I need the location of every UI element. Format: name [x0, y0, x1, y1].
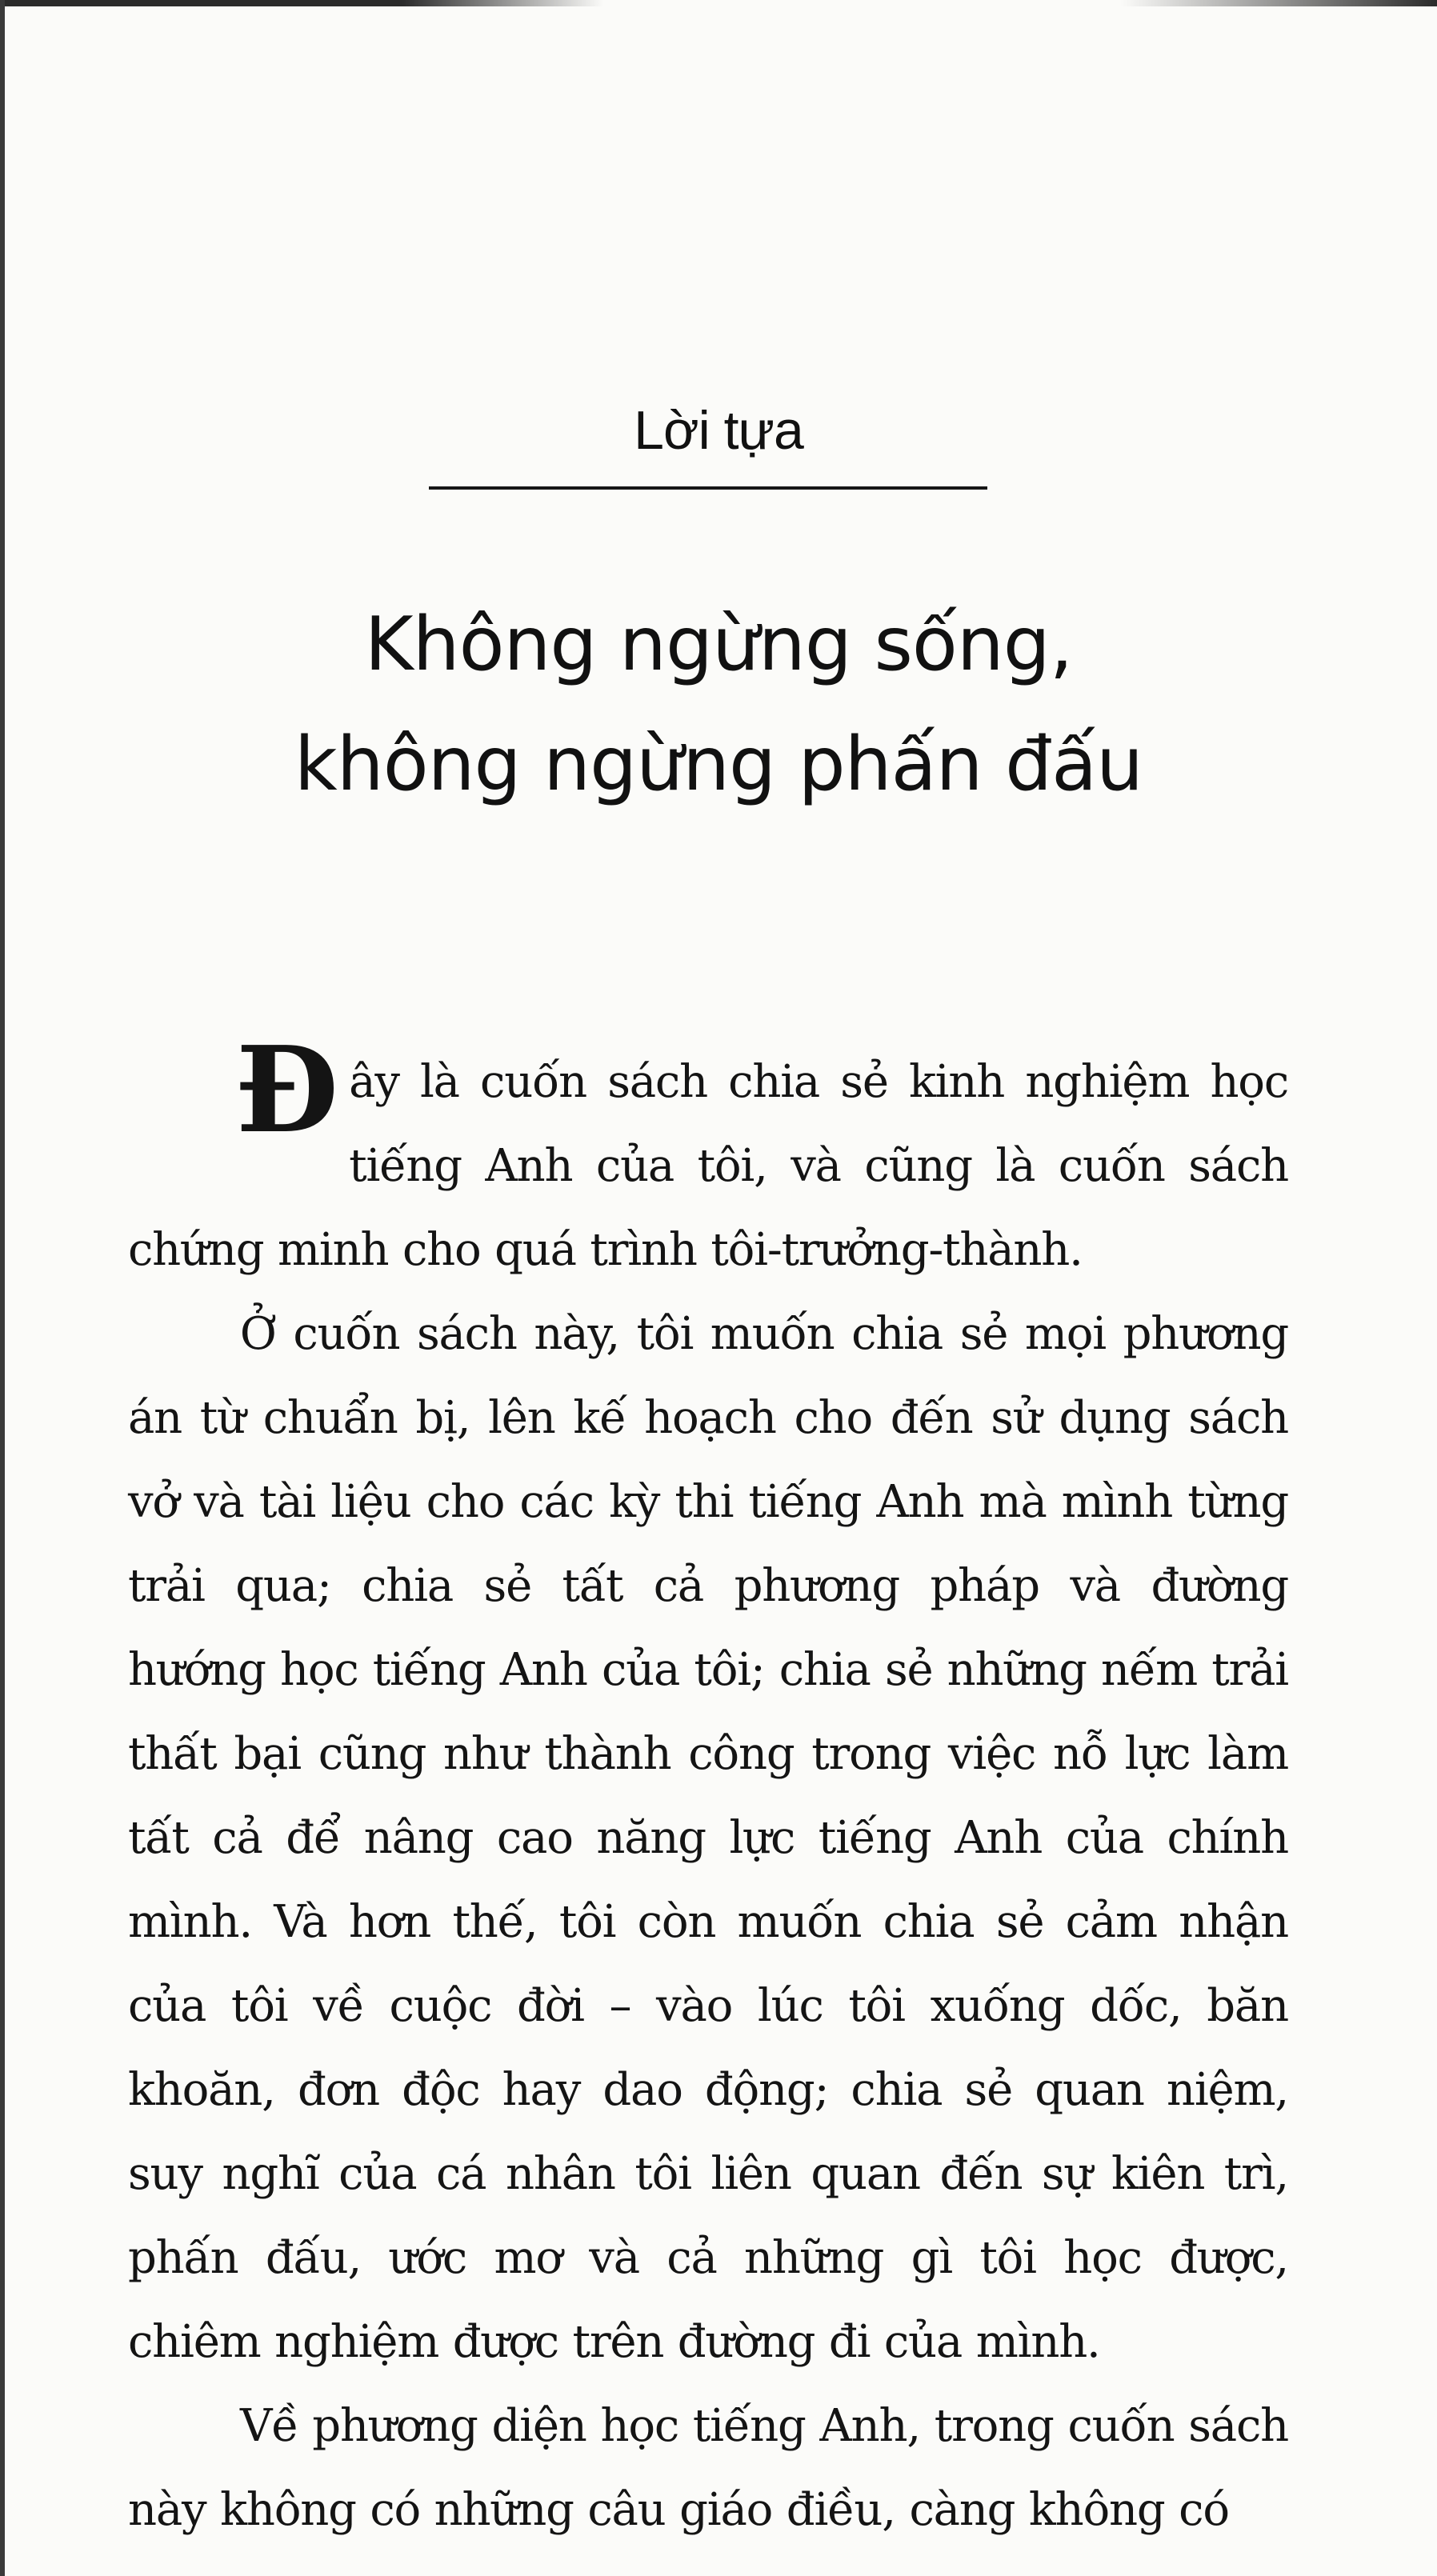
chapter-title	[0, 584, 1437, 824]
chapter-title-line-2: không ngừng phấn đấu	[294, 721, 1143, 807]
paragraph-1-text: ây là cuốn sách chia sẻ kinh nghiệm học tiếng Anh của tôi, và cũng là cuốn sách chứng minh cho quá trình tôi-trưởng-thành.	[128, 1056, 1288, 1276]
section-divider	[429, 486, 987, 490]
page-edge-shadow-left	[0, 0, 5, 2576]
body-text	[128, 1020, 1288, 2552]
drop-cap: Đ	[235, 1020, 338, 1159]
section-label: Lời tựa	[634, 400, 803, 461]
chapter-title-line-1: Không ngừng sống,	[364, 601, 1073, 687]
paragraph-3: Về phương diện học tiếng Anh, trong cuốn sách này không có những câu giáo điều, càng không có	[128, 2400, 1288, 2536]
paragraph-2: Ở cuốn sách này, tôi muốn chia sẻ mọi phương án từ chuẩn bị, lên kế hoạch cho đến sử dụng sách vở và tài liệu cho các kỳ thi tiếng Anh mà mình từng trải qua; chia sẻ tất cả phương pháp và đường hướng học tiếng Anh của tôi; chia sẻ những nếm trải thất bại cũng như thành công trong việc nỗ lực làm tất cả để nâng cao năng lực tiếng Anh của chính mình. Và hơn thế, tôi còn muốn chia sẻ cảm nhận của tôi về cuộc đời – vào lúc tôi xuống dốc, băn khoăn, đơn độc hay dao động; chia sẻ quan niệm, suy nghĩ của cá nhân tôi liên quan đến sự kiên trì, phấn đấu, ước mơ và cả những gì tôi học được, chiêm nghiệm được trên đường đi của mình.	[128, 1308, 1288, 2368]
page-edge-shadow-top	[0, 0, 1437, 6]
paragraph-1	[128, 1020, 1288, 1292]
